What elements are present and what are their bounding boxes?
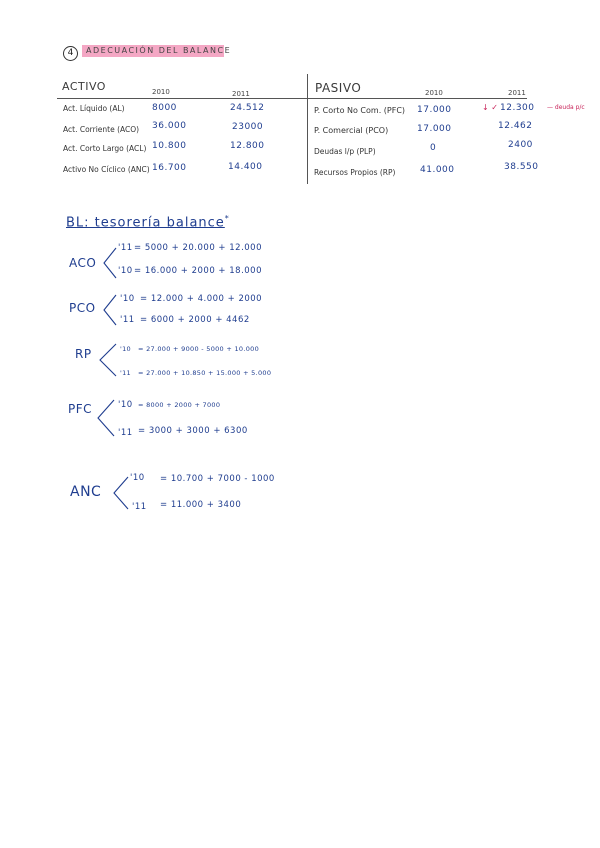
group-label-rp: RP	[75, 347, 92, 361]
pasivo-row-label: P. Comercial (PCO)	[314, 126, 389, 135]
brace-pfc	[94, 398, 118, 438]
activo-value-2010: 16.700	[152, 163, 187, 173]
table-divider-vertical	[307, 74, 308, 184]
group-line-expr: = 5000 + 20.000 + 12.000	[134, 243, 262, 253]
activo-row-label: Activo No Cíclico (ANC)	[63, 165, 150, 174]
brace-pco	[100, 293, 120, 327]
pasivo-check-mark: ↓ ✓	[482, 103, 498, 112]
analysis-title-mark: *	[224, 214, 230, 223]
group-line-expr: = 11.000 + 3400	[160, 500, 242, 510]
pasivo-row-label: P. Corto No Com. (PFC)	[314, 106, 406, 115]
group-label-pfc: PFC	[68, 402, 93, 416]
brace-aco	[100, 246, 120, 280]
pasivo-value-2011: 38.550	[504, 162, 539, 172]
activo-value-2010: 8000	[152, 103, 177, 113]
activo-value-2011: 14.400	[228, 162, 263, 172]
group-line-expr: = 3000 + 3000 + 6300	[138, 426, 248, 436]
pasivo-value-2010: 17.000	[417, 105, 452, 115]
group-line-expr: = 10.700 + 7000 - 1000	[160, 474, 275, 484]
group-line-year: '11	[118, 243, 133, 253]
group-line-year: '11	[118, 428, 133, 438]
activo-value-2011: 12.800	[230, 141, 265, 151]
pasivo-row-label: Recursos Propios (RP)	[314, 168, 396, 177]
pasivo-value-2011: 12.462	[498, 121, 533, 131]
group-line-year: '10	[120, 345, 131, 353]
group-line-year: '11	[132, 502, 147, 512]
activo-year-2010: 2010	[152, 88, 170, 96]
group-line-expr: = 6000 + 2000 + 4462	[140, 315, 250, 325]
section-number: 4	[63, 46, 78, 61]
pasivo-value-2011: 12.300	[500, 103, 535, 113]
activo-value-2010: 36.000	[152, 121, 187, 131]
pasivo-value-2010: 41.000	[420, 165, 455, 175]
group-line-expr: = 16.000 + 2000 + 18.000	[134, 266, 262, 276]
pasivo-value-2010: 17.000	[417, 124, 452, 134]
group-line-year: '10	[120, 294, 135, 304]
group-line-year: '10	[118, 266, 133, 276]
pasivo-value-2011: 2400	[508, 140, 533, 150]
group-line-expr: = 27.000 + 9000 - 5000 + 10.000	[138, 345, 260, 353]
group-line-expr: = 8000 + 2000 + 7000	[138, 401, 221, 409]
section-title: ADECUACIÓN DEL BALANCE	[86, 46, 232, 55]
table-divider-horizontal	[57, 98, 527, 99]
group-label-anc: ANC	[70, 484, 102, 500]
group-line-year: '10	[118, 400, 133, 410]
activo-row-label: Act. Corto Largo (ACL)	[63, 144, 147, 153]
analysis-title-text: BL: tesorería balance	[66, 215, 225, 231]
activo-year-2011: 2011	[232, 90, 250, 98]
pasivo-year-2011: 2011	[508, 89, 526, 97]
side-note: — deuda p/c	[547, 104, 585, 111]
activo-row-label: Act. Líquido (AL)	[63, 104, 125, 113]
group-label-aco: ACO	[69, 256, 97, 270]
group-line-year: '10	[130, 473, 145, 483]
activo-value-2010: 10.800	[152, 141, 187, 151]
group-line-expr: = 27.000 + 10.850 + 15.000 + 5.000	[138, 369, 272, 377]
brace-anc	[110, 475, 132, 511]
brace-rp	[96, 342, 120, 378]
activo-value-2011: 24.512	[230, 103, 265, 113]
group-line-year: '11	[120, 369, 131, 377]
activo-header: ACTIVO	[62, 80, 106, 93]
group-line-expr: = 12.000 + 4.000 + 2000	[140, 294, 263, 304]
pasivo-row-label: Deudas l/p (PLP)	[314, 147, 376, 156]
group-line-year: '11	[120, 315, 135, 325]
pasivo-header: PASIVO	[315, 81, 362, 95]
activo-row-label: Act. Corriente (ACO)	[63, 125, 140, 134]
activo-value-2011: 23000	[232, 122, 264, 132]
pasivo-year-2010: 2010	[425, 89, 443, 97]
pasivo-value-2010: 0	[430, 143, 437, 153]
group-label-pco: PCO	[69, 301, 96, 315]
analysis-title	[66, 214, 230, 230]
